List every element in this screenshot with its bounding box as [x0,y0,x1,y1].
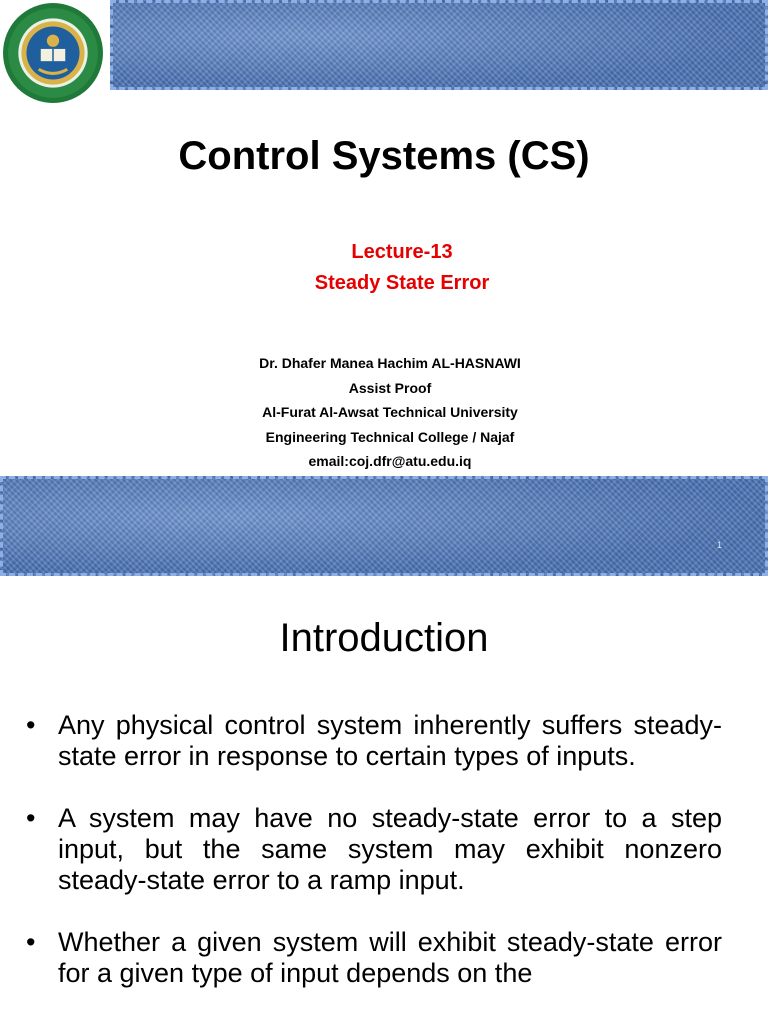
bullet-text: Any physical control system inherently suffers steady-state error in response to certain types of inputs. [58,710,722,771]
lecture-topic: Steady State Error [314,272,490,294]
section-heading: Introduction [279,616,489,660]
bullet-glyph: • [26,927,36,957]
bullet-item [26,803,722,896]
bullet-text: A system may have no steady-state error to a step input, but the same system may exhibit nonzero steady-state error to a ramp input. [58,803,722,895]
slide-title: Control Systems (CS) [178,134,590,178]
top-decorative-band [110,0,768,90]
author-position: Assist Proof [348,379,432,396]
university-seal-icon [2,2,104,104]
bullet-item [26,710,722,772]
author-info [0,351,768,474]
author-name: Dr. Dhafer Manea Hachim AL-HASNAWI [259,355,521,371]
introduction-slide [0,586,768,1024]
bullet-glyph: • [26,803,36,833]
college-name: Engineering Technical College / Najaf [265,428,515,445]
bullet-glyph: • [26,710,36,740]
bullet-item [26,927,722,989]
lecture-number: Lecture-13 [351,241,453,263]
university-name: Al-Furat Al-Awsat Technical University [262,404,518,421]
bullet-text: Whether a given system will exhibit steady-state error for a given type of input depends on the [58,927,722,988]
bottom-decorative-band [0,476,768,576]
author-email: email:coj.dfr@atu.edu.iq [308,453,472,470]
bullet-list [26,710,722,1020]
page-number: 1 [716,540,722,550]
